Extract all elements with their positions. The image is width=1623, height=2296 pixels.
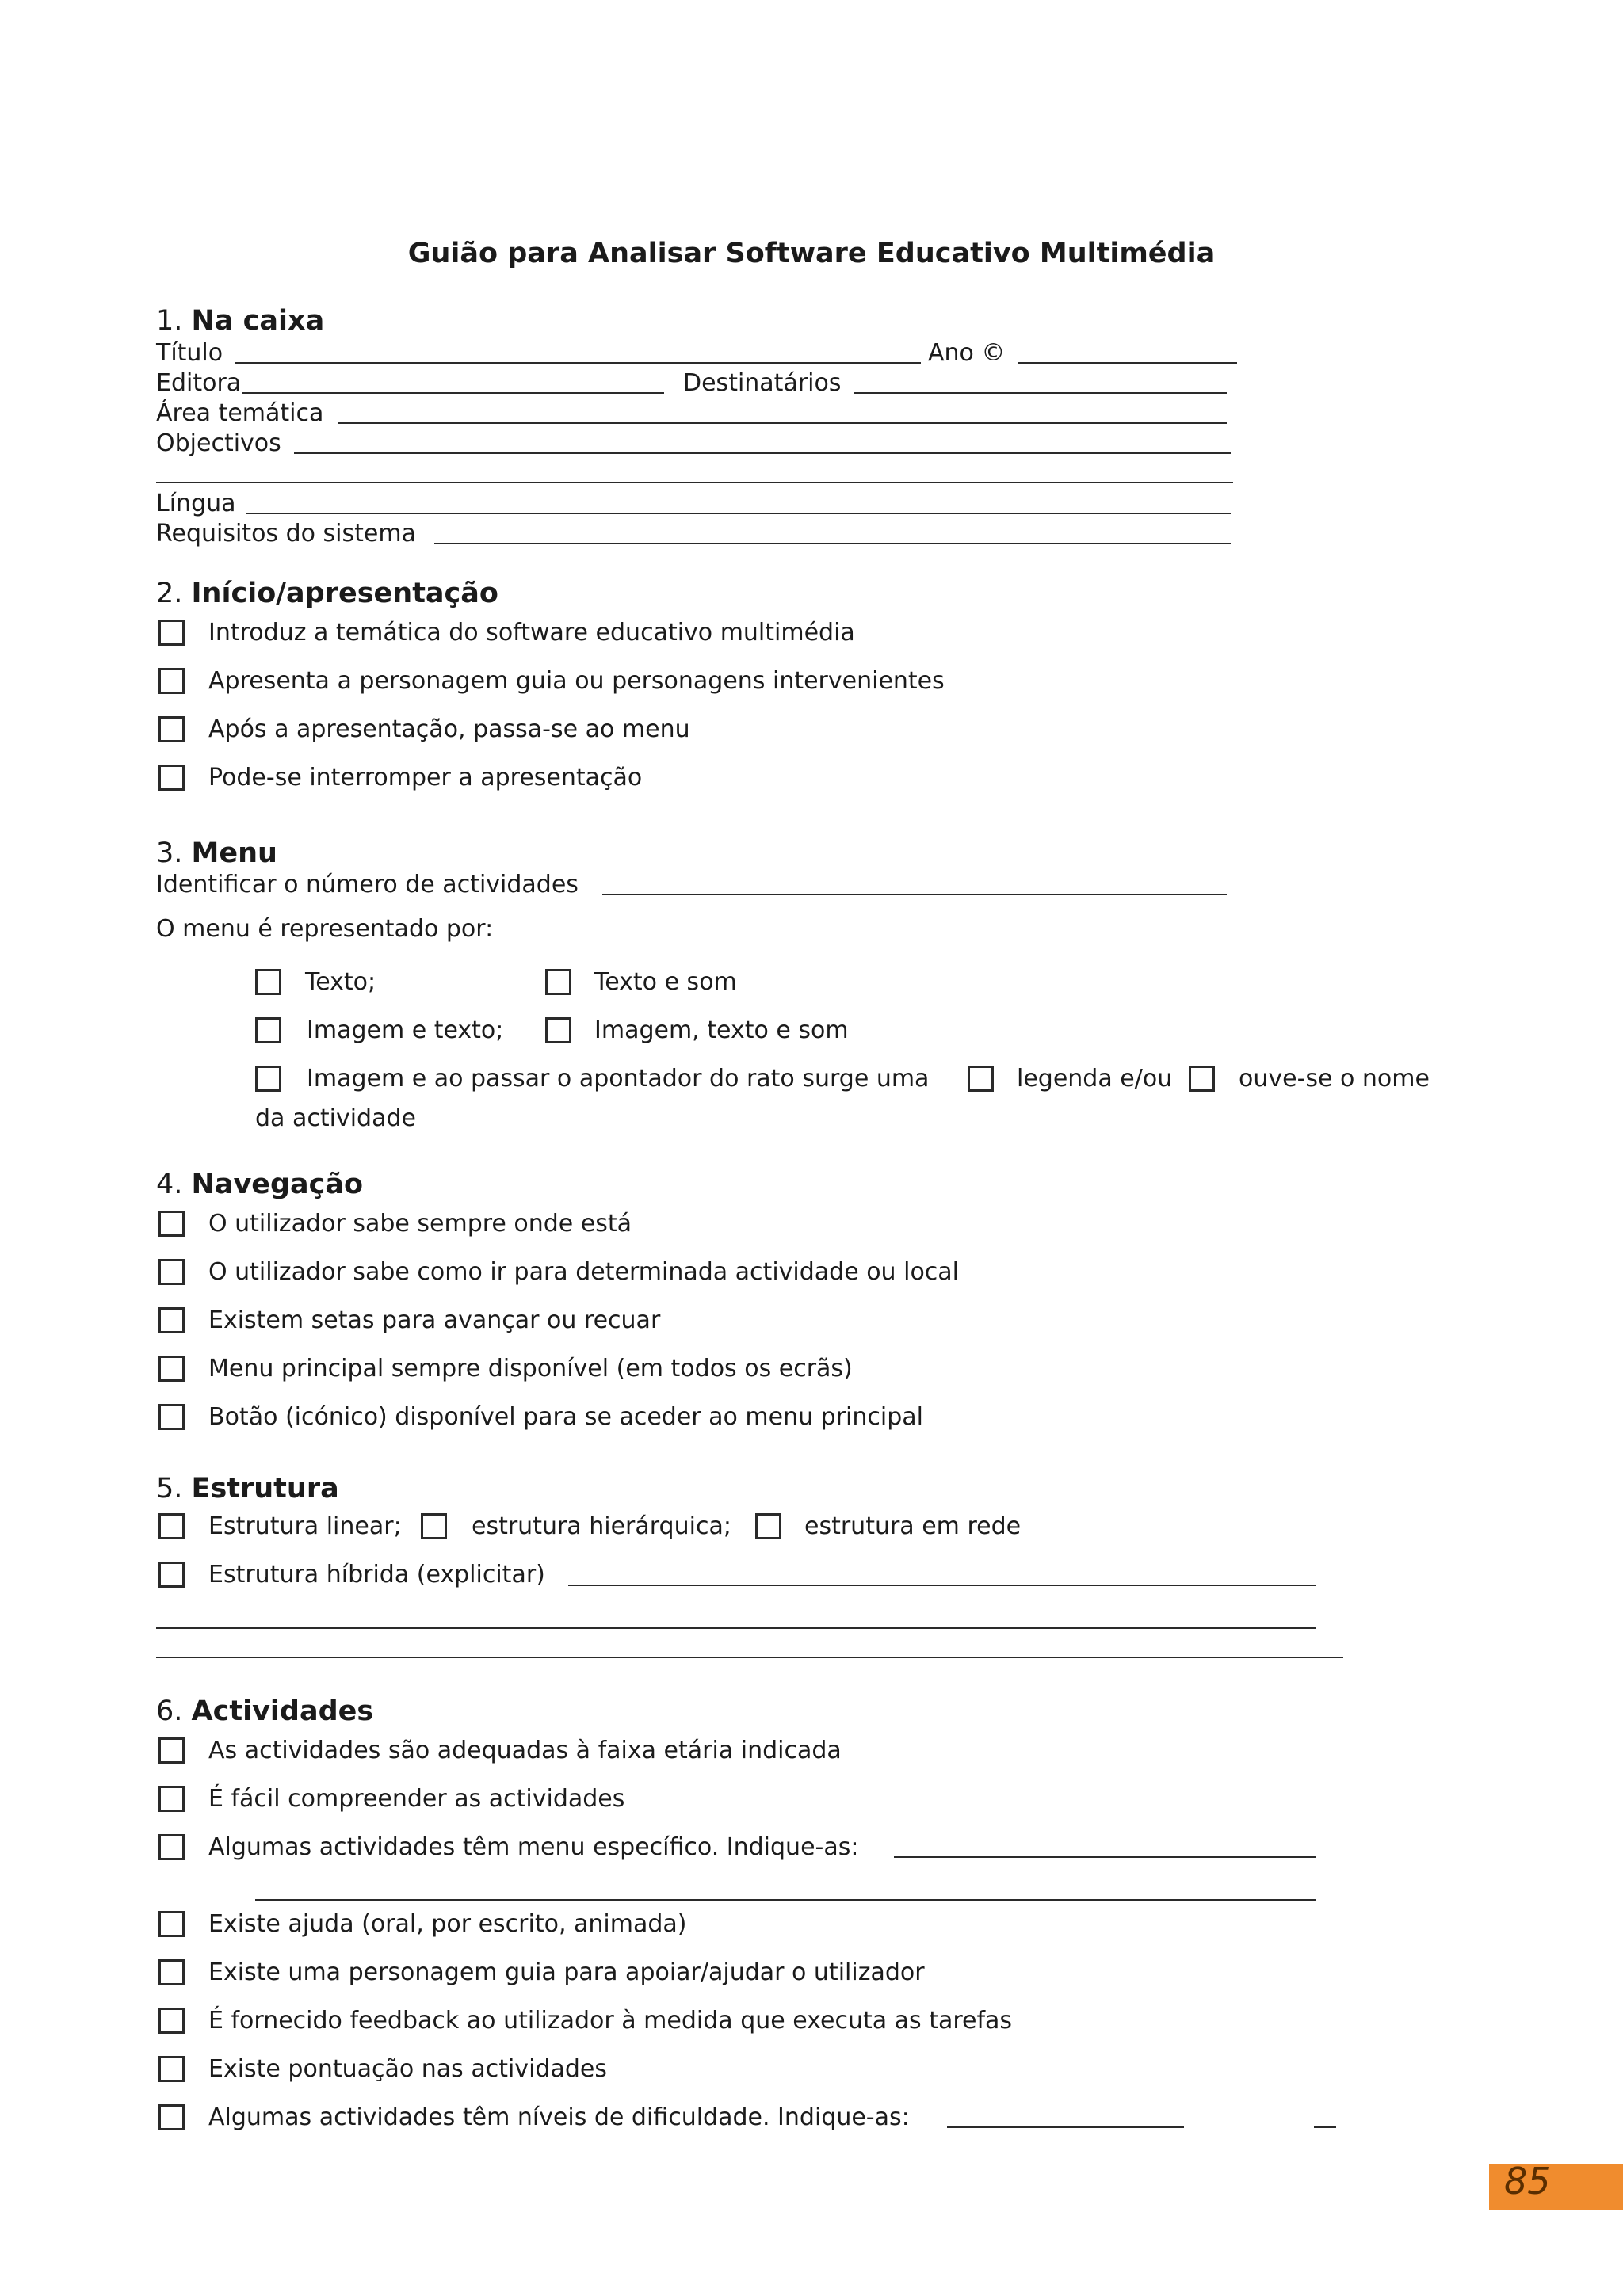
- destinatarios-field[interactable]: [854, 392, 1227, 394]
- checkbox-niveis-dificuldade[interactable]: [158, 2104, 185, 2130]
- item-menu-especifico: Algumas actividades têm menu específico. Indique-as:: [208, 1833, 859, 1861]
- niveis-dificuldade-field[interactable]: [947, 2126, 1184, 2128]
- checkbox-estrutura-rede[interactable]: [755, 1513, 781, 1539]
- checkbox-imagem-texto-som[interactable]: [545, 1017, 571, 1043]
- item-pontuacao: Existe pontuação nas actividades: [208, 2055, 607, 2083]
- label-area-tematica: Área temática: [156, 399, 324, 427]
- item-facil-compreender: É fácil compreender as actividades: [208, 1785, 625, 1813]
- item-apos-apresentacao: Após a apresentação, passa-se ao menu: [208, 715, 690, 743]
- checkbox-estrutura-hibrida[interactable]: [158, 1562, 185, 1588]
- checkbox-feedback[interactable]: [158, 2008, 185, 2034]
- option-texto-som: Texto e som: [594, 968, 737, 996]
- checkbox-texto-som[interactable]: [545, 969, 571, 995]
- item-botao-iconico: Botão (icónico) disponível para se aceder ao menu principal: [208, 1403, 923, 1431]
- checkbox-pontuacao[interactable]: [158, 2056, 185, 2082]
- checkbox-estrutura-linear[interactable]: [158, 1513, 185, 1539]
- label-identificar-actividades: Identificar o número de actividades: [156, 871, 579, 898]
- section-5-heading: 5. Estrutura: [156, 1473, 339, 1505]
- objectivos-field-line-2[interactable]: [156, 482, 1233, 483]
- option-texto: Texto;: [305, 968, 376, 996]
- numero-actividades-field[interactable]: [602, 894, 1227, 895]
- checkbox-setas[interactable]: [158, 1307, 185, 1333]
- lingua-field[interactable]: [246, 513, 1231, 514]
- menu-especifico-field-line-2[interactable]: [255, 1899, 1316, 1901]
- checkbox-menu-especifico[interactable]: [158, 1834, 185, 1860]
- label-objectivos: Objectivos: [156, 429, 281, 457]
- section-3-heading: 3. Menu: [156, 837, 277, 869]
- requisitos-field[interactable]: [434, 543, 1231, 544]
- checkbox-personagem-apoio[interactable]: [158, 1959, 185, 1985]
- label-editora: Editora: [156, 369, 242, 397]
- checkbox-apos-apresentacao[interactable]: [158, 716, 185, 742]
- checkbox-botao-iconico[interactable]: [158, 1404, 185, 1430]
- item-personagem-apoio: Existe uma personagem guia para apoiar/ajudar o utilizador: [208, 1958, 925, 1986]
- ano-field[interactable]: [1018, 362, 1237, 364]
- checkbox-imagem-texto[interactable]: [255, 1017, 281, 1043]
- option-estrutura-linear: Estrutura linear;: [208, 1512, 402, 1540]
- label-ano: Ano ©: [928, 339, 1006, 367]
- item-faixa-etaria: As actividades são adequadas à faixa etária indicada: [208, 1737, 842, 1764]
- checkbox-sabe-como-ir[interactable]: [158, 1259, 185, 1285]
- item-feedback: É fornecido feedback ao utilizador à medida que executa as tarefas: [208, 2007, 1013, 2035]
- section-2-heading: 2. Início/apresentação: [156, 578, 498, 609]
- section-1-heading: 1. Na caixa: [156, 305, 325, 337]
- label-requisitos: Requisitos do sistema: [156, 520, 416, 547]
- item-sabe-onde-esta: O utilizador sabe sempre onde está: [208, 1210, 632, 1238]
- checkbox-texto[interactable]: [255, 969, 281, 995]
- item-intro-tematica: Introduz a temática do software educativo multimédia: [208, 619, 855, 646]
- checkbox-existe-ajuda[interactable]: [158, 1911, 185, 1937]
- estrutura-hibrida-field-line-2[interactable]: [156, 1627, 1316, 1629]
- option-legenda: legenda e/ou: [1017, 1065, 1173, 1093]
- objectivos-field[interactable]: [294, 452, 1231, 454]
- checkbox-menu-principal[interactable]: [158, 1356, 185, 1382]
- item-setas: Existem setas para avançar ou recuar: [208, 1306, 661, 1334]
- option-ouve-nome: ouve-se o nome: [1239, 1065, 1430, 1093]
- document-title: Guião para Analisar Software Educativo Multimédia: [407, 238, 1216, 269]
- section-4-heading: 4. Navegação: [156, 1169, 364, 1200]
- option-imagem-rato: Imagem e ao passar o apontador do rato surge uma: [307, 1065, 930, 1093]
- item-personagem-guia: Apresenta a personagem guia ou personagens intervenientes: [208, 667, 945, 695]
- estrutura-hibrida-field[interactable]: [568, 1585, 1316, 1586]
- checkbox-sabe-onde-esta[interactable]: [158, 1211, 185, 1237]
- option-da-actividade: da actividade: [255, 1104, 416, 1132]
- checkbox-estrutura-hierarquica[interactable]: [421, 1513, 447, 1539]
- item-interromper: Pode-se interromper a apresentação: [208, 764, 643, 791]
- checkbox-ouve-nome[interactable]: [1189, 1066, 1215, 1092]
- item-existe-ajuda: Existe ajuda (oral, por escrito, animada): [208, 1910, 687, 1938]
- option-estrutura-hierarquica: estrutura hierárquica;: [472, 1512, 731, 1540]
- checkbox-legenda[interactable]: [968, 1066, 994, 1092]
- checkbox-faixa-etaria[interactable]: [158, 1737, 185, 1764]
- item-sabe-como-ir: O utilizador sabe como ir para determinada actividade ou local: [208, 1258, 960, 1286]
- checkbox-imagem-rato[interactable]: [255, 1066, 281, 1092]
- niveis-dificuldade-field-end[interactable]: [1314, 2126, 1336, 2128]
- area-tematica-field[interactable]: [338, 422, 1227, 424]
- checkbox-facil-compreender[interactable]: [158, 1786, 185, 1812]
- checkbox-interromper[interactable]: [158, 765, 185, 791]
- option-imagem-texto-som: Imagem, texto e som: [594, 1016, 849, 1044]
- checkbox-intro-tematica[interactable]: [158, 620, 185, 646]
- item-niveis-dificuldade: Algumas actividades têm níveis de dificuldade. Indique-as:: [208, 2103, 910, 2131]
- label-lingua: Língua: [156, 490, 236, 517]
- option-estrutura-rede: estrutura em rede: [804, 1512, 1022, 1540]
- menu-especifico-field[interactable]: [894, 1856, 1316, 1858]
- label-titulo: Título: [156, 339, 223, 367]
- section-6-heading: 6. Actividades: [156, 1695, 374, 1727]
- label-destinatarios: Destinatários: [683, 369, 842, 397]
- estrutura-hibrida-field-line-3[interactable]: [156, 1657, 1343, 1658]
- checkbox-personagem-guia[interactable]: [158, 668, 185, 694]
- label-menu-representado: O menu é representado por:: [156, 915, 494, 943]
- page-number: 85: [1504, 2160, 1551, 2203]
- option-estrutura-hibrida: Estrutura híbrida (explicitar): [208, 1561, 545, 1589]
- item-menu-principal: Menu principal sempre disponível (em todos os ecrãs): [208, 1355, 853, 1383]
- option-imagem-texto: Imagem e texto;: [307, 1016, 504, 1044]
- editora-field[interactable]: [242, 392, 664, 394]
- titulo-field[interactable]: [235, 362, 921, 364]
